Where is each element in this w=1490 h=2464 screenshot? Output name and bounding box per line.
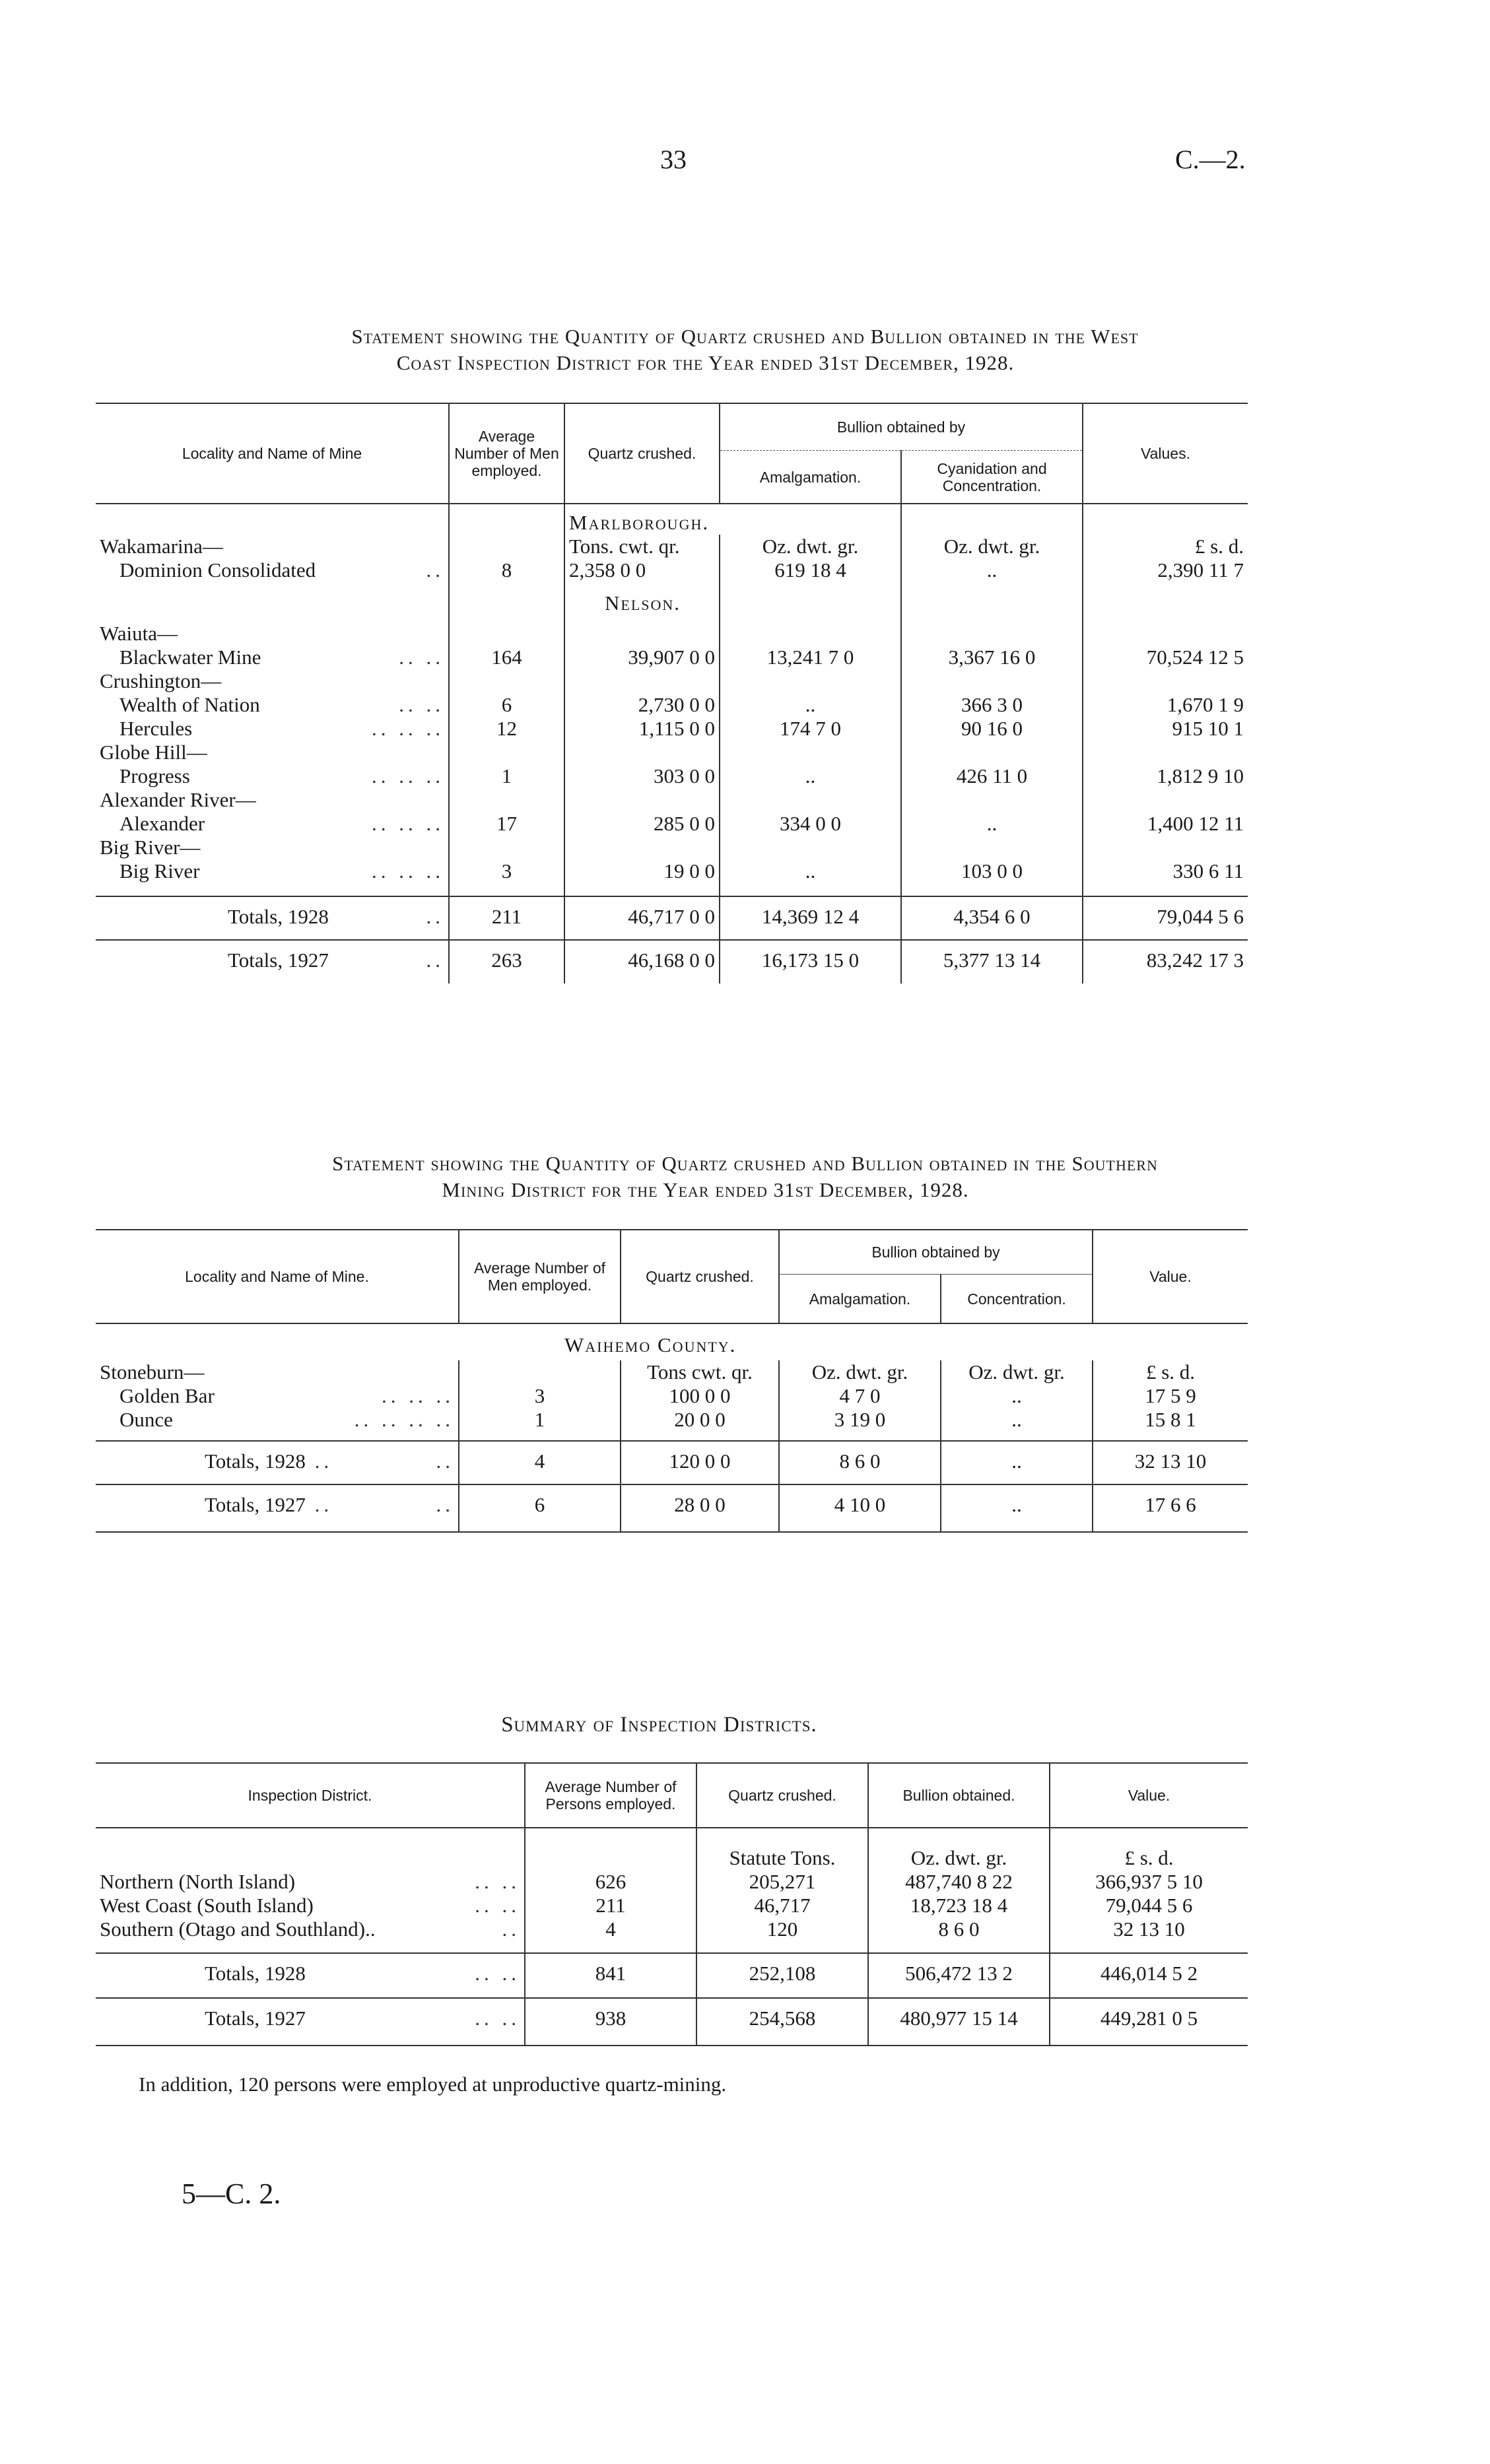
value-amount: 1,400 12 11 <box>1083 812 1248 836</box>
totals-1927-cyanidation: 5,377 13 14 <box>901 940 1083 983</box>
units-bullion: Oz. dwt. gr. <box>868 1828 1050 1870</box>
totals-1928-value: 79,044 5 6 <box>1083 896 1248 940</box>
group-label: Waiuta— <box>100 622 178 645</box>
value-amount: 2,390 11 7 <box>1083 558 1248 582</box>
mine-name: Blackwater Mine .. .. <box>119 646 444 669</box>
southern-title-line2: Mining District for the Year ended 31st December, 1928. <box>442 1178 969 1201</box>
col-quartz: Quartz crushed. <box>696 1763 868 1828</box>
district-name: Northern (North Island) .. .. <box>100 1870 520 1893</box>
units-value: £ s. d. <box>1093 1360 1248 1384</box>
amalgamation-value: 4 7 0 <box>779 1384 941 1408</box>
totals-1928-quartz: 252,108 <box>696 1953 868 1998</box>
value-amount: 330 6 11 <box>1083 859 1248 883</box>
mine-name: Dominion Consolidated .. <box>119 558 444 582</box>
mine-name: Hercules .. .. .. <box>119 717 444 740</box>
bullion-value: 487,740 8 22 <box>868 1870 1050 1894</box>
totals-1927-bullion: 480,977 15 14 <box>868 1998 1050 2046</box>
value-amount: 366,937 5 10 <box>1050 1870 1248 1894</box>
totals-1927-amalgamation: 16,173 15 0 <box>720 940 901 983</box>
men-value: 3 <box>459 1384 621 1408</box>
col-locality: Locality and Name of Mine <box>96 403 449 504</box>
mine-name: Ounce .. .. .. .. <box>119 1408 454 1431</box>
cyanidation-value: 3,367 16 0 <box>901 646 1083 669</box>
cyanidation-value: .. <box>901 812 1083 836</box>
amalgamation-value: .. <box>720 859 901 883</box>
men-value: 8 <box>449 558 564 582</box>
units-quartz: Tons. cwt. qr. <box>564 535 720 558</box>
col-bullion: Bullion obtained by <box>720 403 1083 451</box>
totals-1928-label: Totals, 1928 .. .. <box>205 1449 454 1473</box>
amalgamation-value: .. <box>720 693 901 717</box>
col-locality: Locality and Name of Mine. <box>96 1230 459 1323</box>
col-quartz: Quartz crushed. <box>621 1230 779 1323</box>
mine-name: Alexander .. .. .. <box>119 812 444 835</box>
col-value: Value. <box>1050 1763 1248 1828</box>
units-cyanidation: Oz. dwt. gr. <box>901 535 1083 558</box>
page-number: 33 <box>660 145 687 174</box>
amalgamation-value: 13,241 7 0 <box>720 646 901 669</box>
men-value: 164 <box>449 646 564 669</box>
totals-1928-concentration: .. <box>941 1441 1093 1484</box>
value-amount: 79,044 5 6 <box>1050 1894 1248 1917</box>
value-amount: 15 8 1 <box>1093 1408 1248 1432</box>
section-waihemo-county: Waihemo County. <box>564 1333 737 1356</box>
col-quartz: Quartz crushed. <box>564 403 720 504</box>
concentration-value: .. <box>941 1384 1093 1408</box>
totals-1927-value: 83,242 17 3 <box>1083 940 1248 983</box>
quartz-value: 205,271 <box>696 1870 868 1894</box>
units-amalgamation: Oz. dwt. gr. <box>779 1360 941 1384</box>
men-value: 12 <box>449 717 564 741</box>
west-coast-title-line2: Coast Inspection District for the Year ended 31st December, 1928. <box>396 351 1015 374</box>
quartz-value: 1,115 0 0 <box>564 717 720 741</box>
totals-1927-label: Totals, 1927 .. .. <box>205 1493 454 1516</box>
footer-signature: 5—C. 2. <box>182 2178 281 2210</box>
totals-1928-value: 446,014 5 2 <box>1050 1953 1248 1998</box>
totals-1927-persons: 938 <box>525 1998 696 2046</box>
concentration-value: .. <box>941 1408 1093 1432</box>
document-reference: C.—2. <box>1175 145 1246 174</box>
group-label: Big River— <box>100 836 201 859</box>
group-label: Globe Hill— <box>100 741 207 764</box>
quartz-value: 39,907 0 0 <box>564 646 720 669</box>
totals-1928-label: Totals, 1928 .. <box>228 905 444 928</box>
totals-1927-label: Totals, 1927 .. .. <box>205 2007 520 2030</box>
cyanidation-value: .. <box>901 558 1083 582</box>
cyanidation-value: 103 0 0 <box>901 859 1083 883</box>
totals-1927-label: Totals, 1927 .. <box>228 949 444 972</box>
totals-1928-bullion: 506,472 13 2 <box>868 1953 1050 1998</box>
totals-1927-amalgamation: 4 10 0 <box>779 1484 941 1532</box>
value-amount: 70,524 12 5 <box>1083 646 1248 669</box>
men-value: 6 <box>449 693 564 717</box>
totals-1928-value: 32 13 10 <box>1093 1441 1248 1484</box>
col-bullion: Bullion obtained. <box>868 1763 1050 1828</box>
section-marlborough: Marlborough. <box>564 504 901 535</box>
col-amalgamation: Amalgamation. <box>779 1275 941 1324</box>
totals-1927-concentration: .. <box>941 1484 1093 1532</box>
totals-1927-men: 6 <box>459 1484 621 1532</box>
totals-1928-quartz: 120 0 0 <box>621 1441 779 1484</box>
cyanidation-value: 90 16 0 <box>901 717 1083 741</box>
quartz-value: 285 0 0 <box>564 812 720 836</box>
totals-1928-amalgamation: 14,369 12 4 <box>720 896 901 940</box>
bullion-value: 8 6 0 <box>868 1917 1050 1941</box>
totals-1927-value: 449,281 0 5 <box>1050 1998 1248 2046</box>
col-inspection-district: Inspection District. <box>248 1787 372 1804</box>
quartz-value: 303 0 0 <box>564 764 720 788</box>
units-value: £ s. d. <box>1083 535 1248 558</box>
totals-1928-men: 4 <box>459 1441 621 1484</box>
col-persons: Average Number of Persons employed. <box>525 1763 696 1828</box>
summary-title: Summary of Inspection Districts. <box>501 1713 817 1737</box>
amalgamation-value: 3 19 0 <box>779 1408 941 1432</box>
quartz-value: 100 0 0 <box>621 1384 779 1408</box>
units-amalgamation: Oz. dwt. gr. <box>720 535 901 558</box>
mine-name: Golden Bar .. .. .. <box>119 1384 454 1407</box>
quartz-value: 2,358 0 0 <box>564 558 720 582</box>
value-amount: 915 10 1 <box>1083 717 1248 741</box>
southern-title-line1: Statement showing the Quantity of Quartz crushed and Bullion obtained in the Southern <box>332 1152 1158 1175</box>
totals-1927-value: 17 6 6 <box>1093 1484 1248 1532</box>
men-value: 1 <box>449 764 564 788</box>
persons-value: 4 <box>525 1917 696 1941</box>
totals-1927-quartz: 28 0 0 <box>621 1484 779 1532</box>
units-concentration: Oz. dwt. gr. <box>941 1360 1093 1384</box>
men-value: 3 <box>449 859 564 883</box>
men-value: 17 <box>449 812 564 836</box>
col-men: Average Number of Men employed. <box>459 1230 621 1323</box>
group-label: Crushington— <box>100 669 222 692</box>
amalgamation-value: .. <box>720 764 901 788</box>
quartz-value: 2,730 0 0 <box>564 693 720 717</box>
totals-1928-cyanidation: 4,354 6 0 <box>901 896 1083 940</box>
value-amount: 17 5 9 <box>1093 1384 1248 1408</box>
quartz-value: 19 0 0 <box>564 859 720 883</box>
group-label: Wakamarina— <box>100 535 223 558</box>
men-value: 1 <box>459 1408 621 1432</box>
totals-1927-men: 263 <box>449 940 564 983</box>
col-bullion: Bullion obtained by <box>779 1230 1093 1275</box>
totals-1928-quartz: 46,717 0 0 <box>564 896 720 940</box>
totals-1928-persons: 841 <box>525 1953 696 1998</box>
col-men: Average Number of Men employed. <box>449 403 564 504</box>
district-name: West Coast (South Island) .. .. <box>100 1894 520 1917</box>
mine-name: Wealth of Nation .. .. <box>119 693 444 716</box>
cyanidation-value: 426 11 0 <box>901 764 1083 788</box>
col-concentration: Concentration. <box>941 1275 1093 1324</box>
persons-value: 626 <box>525 1870 696 1894</box>
totals-1928-amalgamation: 8 6 0 <box>779 1441 941 1484</box>
value-amount: 1,812 9 10 <box>1083 764 1248 788</box>
bullion-value: 18,723 18 4 <box>868 1894 1050 1917</box>
quartz-value: 20 0 0 <box>621 1408 779 1432</box>
totals-1927-quartz: 254,568 <box>696 1998 868 2046</box>
value-amount: 32 13 10 <box>1050 1917 1248 1941</box>
value-amount: 1,670 1 9 <box>1083 693 1248 717</box>
amalgamation-value: 619 18 4 <box>720 558 901 582</box>
mine-name: Big River .. .. .. <box>119 859 444 882</box>
mine-name: Progress .. .. .. <box>119 764 444 787</box>
amalgamation-value: 174 7 0 <box>720 717 901 741</box>
persons-value: 211 <box>525 1894 696 1917</box>
group-label: Stoneburn— <box>100 1360 205 1383</box>
col-amalgamation: Amalgamation. <box>720 451 901 504</box>
summary-table <box>96 1762 1248 2046</box>
totals-1927-quartz: 46,168 0 0 <box>564 940 720 983</box>
group-label: Alexander River— <box>100 788 256 811</box>
totals-1928-men: 211 <box>449 896 564 940</box>
quartz-value: 46,717 <box>696 1894 868 1917</box>
west-coast-table <box>96 403 1248 983</box>
quartz-value: 120 <box>696 1917 868 1941</box>
units-value: £ s. d. <box>1050 1828 1248 1870</box>
units-quartz: Statute Tons. <box>696 1828 868 1870</box>
units-quartz: Tons cwt. qr. <box>621 1360 779 1384</box>
southern-table <box>96 1229 1248 1533</box>
west-coast-title-line1: Statement showing the Quantity of Quartz crushed and Bullion obtained in the West <box>351 325 1139 348</box>
col-value: Value. <box>1093 1230 1248 1323</box>
amalgamation-value: 334 0 0 <box>720 812 901 836</box>
summary-note: In addition, 120 persons were employed at unproductive quartz-mining. <box>139 2073 727 2096</box>
totals-1928-label: Totals, 1928 .. .. <box>205 1962 520 1985</box>
district-name: Southern (Otago and Southland).. .. <box>100 1917 520 1941</box>
section-nelson: Nelson. <box>564 582 720 622</box>
cyanidation-value: 366 3 0 <box>901 693 1083 717</box>
col-values: Values. <box>1083 403 1248 504</box>
col-cyanidation: Cyanidation and Concentration. <box>901 451 1083 504</box>
